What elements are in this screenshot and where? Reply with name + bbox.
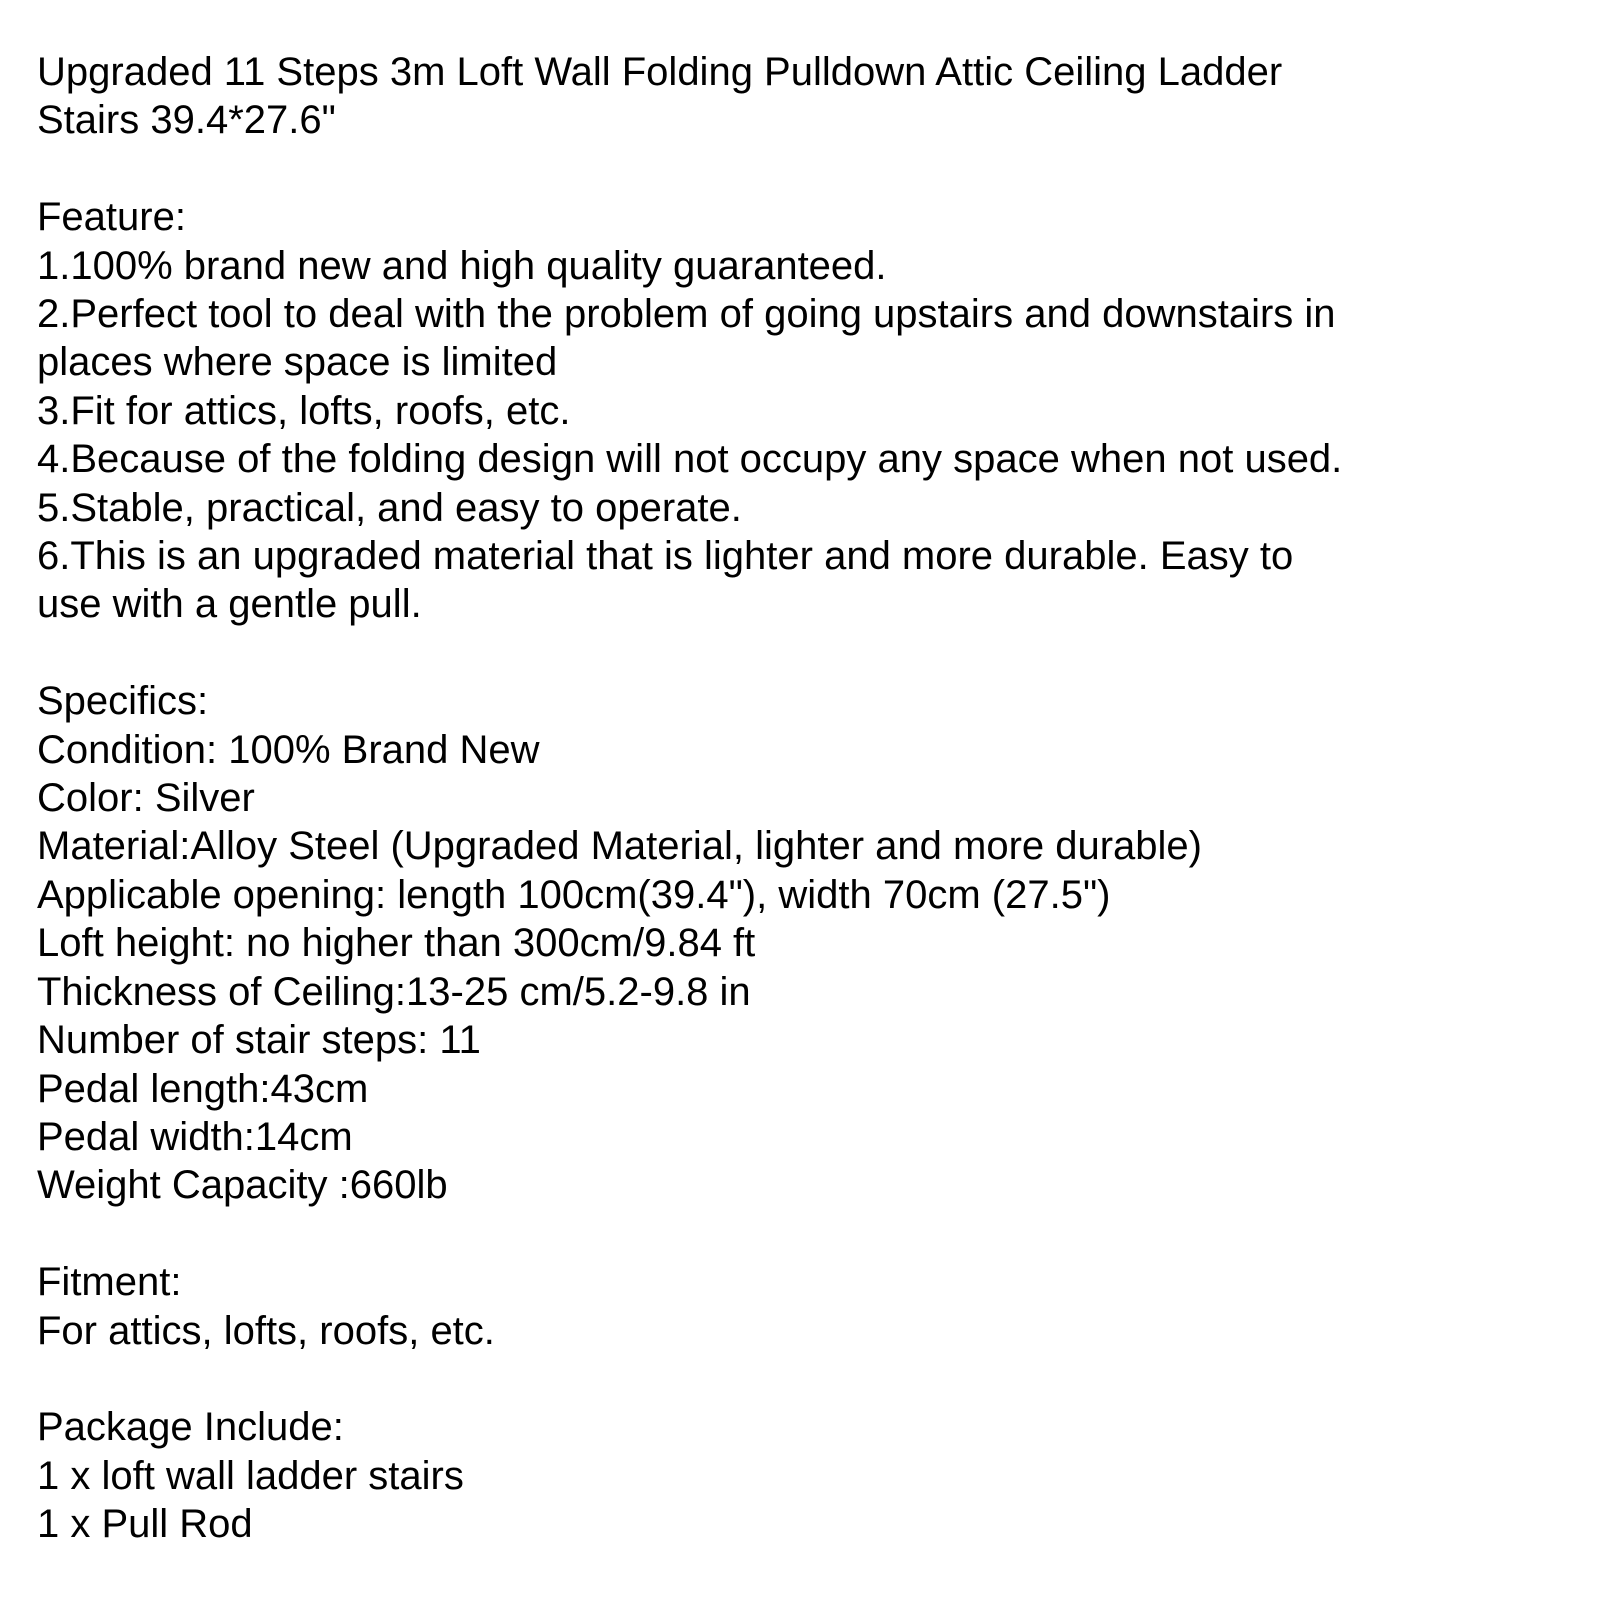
fitment-heading: Fitment:: [37, 1260, 182, 1305]
specifics-heading: Specifics:: [37, 679, 209, 724]
product-description: [37, 48, 1582, 1549]
spec-step-count: Number of stair steps: 11: [37, 1018, 481, 1063]
feature-line: use with a gentle pull.: [37, 582, 422, 627]
feature-line: 5.Stable, practical, and easy to operate.: [37, 485, 742, 530]
title-line: Stairs 39.4*27.6": [37, 98, 336, 143]
spec-condition: Condition: 100% Brand New: [37, 727, 540, 772]
package-heading: Package Include:: [37, 1405, 344, 1450]
package-item: 1 x loft wall ladder stairs: [37, 1453, 464, 1498]
spec-opening: Applicable opening: length 100cm(39.4"), width 70cm (27.5"): [37, 872, 1111, 917]
spec-material: Material:Alloy Steel (Upgraded Material, lighter and more durable): [37, 824, 1202, 869]
section-spacer: [37, 629, 1582, 677]
title-line: Upgraded 11 Steps 3m Loft Wall Folding Pulldown Attic Ceiling Ladder: [37, 50, 1283, 94]
spec-pedal-width: Pedal width:14cm: [37, 1114, 353, 1159]
product-title: [37, 48, 1582, 145]
fitment-section: [37, 1258, 1582, 1355]
spec-color: Color: Silver: [37, 776, 255, 821]
feature-section: [37, 193, 1582, 629]
feature-line: 2.Perfect tool to deal with the problem of going upstairs and downstairs in: [37, 292, 1336, 337]
package-item: 1 x Pull Rod: [37, 1502, 253, 1547]
feature-line: 3.Fit for attics, lofts, roofs, etc.: [37, 388, 571, 433]
spec-loft-height: Loft height: no higher than 300cm/9.84 ft: [37, 921, 756, 966]
spec-pedal-length: Pedal length:43cm: [37, 1066, 369, 1111]
feature-line: 6.This is an upgraded material that is lighter and more durable. Easy to: [37, 534, 1294, 579]
feature-line: 1.100% brand new and high quality guaranteed.: [37, 243, 887, 288]
feature-heading: Feature:: [37, 195, 186, 240]
section-spacer: [37, 1210, 1582, 1258]
package-section: [37, 1403, 1582, 1548]
fitment-line: For attics, lofts, roofs, etc.: [37, 1308, 495, 1353]
spec-ceiling-thickness: Thickness of Ceiling:13-25 cm/5.2-9.8 in: [37, 969, 751, 1014]
feature-line: 4.Because of the folding design will not occupy any space when not used.: [37, 437, 1343, 482]
feature-line: places where space is limited: [37, 340, 558, 385]
specifics-section: [37, 677, 1582, 1209]
spec-weight-capacity: Weight Capacity :660lb: [37, 1163, 448, 1208]
section-spacer: [37, 145, 1582, 193]
section-spacer: [37, 1355, 1582, 1403]
